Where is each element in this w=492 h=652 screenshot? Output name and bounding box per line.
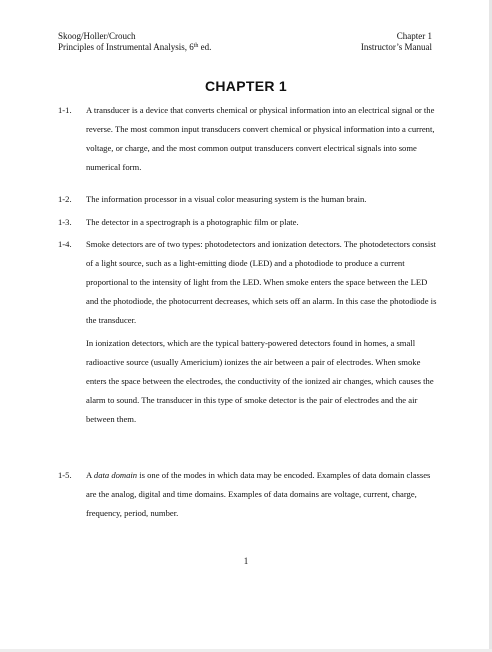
item-paragraph: The information processor in a visual color measuring system is the human brain. bbox=[86, 194, 367, 204]
header-book-title-text: Principles of Instrumental Analysis, 6 bbox=[58, 42, 194, 52]
item-paragraph: The detector in a spectrograph is a photographic film or plate. bbox=[86, 217, 299, 227]
page-number: 1 bbox=[243, 556, 249, 566]
item-paragraph bbox=[86, 466, 440, 523]
item-body bbox=[86, 235, 440, 429]
item-paragraph: In ionization detectors, which are the typical battery-powered detectors found in homes, a small radioactive source (usually Americium) ionizes the air between a pair of electrodes. When smoke enters the space between the electrodes, the conductivity of the ionized air changes, which causes the alarm to sound. The transducer in this type of smoke detector is the pair of electrodes and the air between them. bbox=[86, 338, 434, 424]
item-number: 1-3. bbox=[58, 217, 72, 227]
item-lead: A bbox=[86, 470, 94, 480]
item-number: 1-5. bbox=[58, 470, 72, 480]
item-paragraph: A transducer is a device that converts chemical or physical information into an electrical signal or the reverse. The most common input transducers convert chemical or physical information into a current, voltage, or charge, and the most common output transducers convert electrical signals into some numerical form. bbox=[86, 105, 435, 172]
header-chapter-label: Chapter 1 bbox=[396, 31, 432, 41]
item-number: 1-2. bbox=[58, 194, 72, 204]
defined-term: data domain bbox=[93, 470, 138, 480]
chapter-title: CHAPTER 1 bbox=[204, 78, 288, 94]
header-authors: Skoog/Holler/Crouch bbox=[58, 31, 136, 41]
header-book-title bbox=[58, 42, 211, 53]
answer-item-1-5 bbox=[58, 466, 440, 523]
item-body bbox=[86, 101, 440, 177]
item-number: 1-4. bbox=[58, 239, 72, 249]
answer-item-1-2 bbox=[58, 190, 440, 209]
item-body bbox=[86, 213, 440, 232]
item-paragraph-text: is one of the modes in which data may be encoded. Examples of data domain classes are the analog, digital and time domains. Examples of data domains are voltage, current, charge, frequency, period, number. bbox=[86, 470, 431, 518]
answer-item-1-1 bbox=[58, 101, 440, 177]
item-body bbox=[86, 190, 440, 209]
answer-item-1-3 bbox=[58, 213, 440, 232]
answer-item-1-4 bbox=[58, 235, 440, 429]
header-edition-sup: th bbox=[193, 43, 199, 49]
item-paragraph: Smoke detectors are of two types: photodetectors and ionization detectors. The photodetectors consist of a light source, such as a light-emitting diode (LED) and a photodiode to produce a current proportional to the intensity of light from the LED. When smoke enters the space between the LED and the photodiode, the photocurrent decreases, which sets off an alarm. In this case the photodiode is the transducer. bbox=[86, 239, 437, 325]
item-body bbox=[86, 466, 440, 523]
header-manual-label: Instructor’s Manual bbox=[360, 42, 432, 52]
item-number: 1-1. bbox=[58, 105, 72, 115]
header-edition-suffix: ed. bbox=[198, 42, 212, 52]
